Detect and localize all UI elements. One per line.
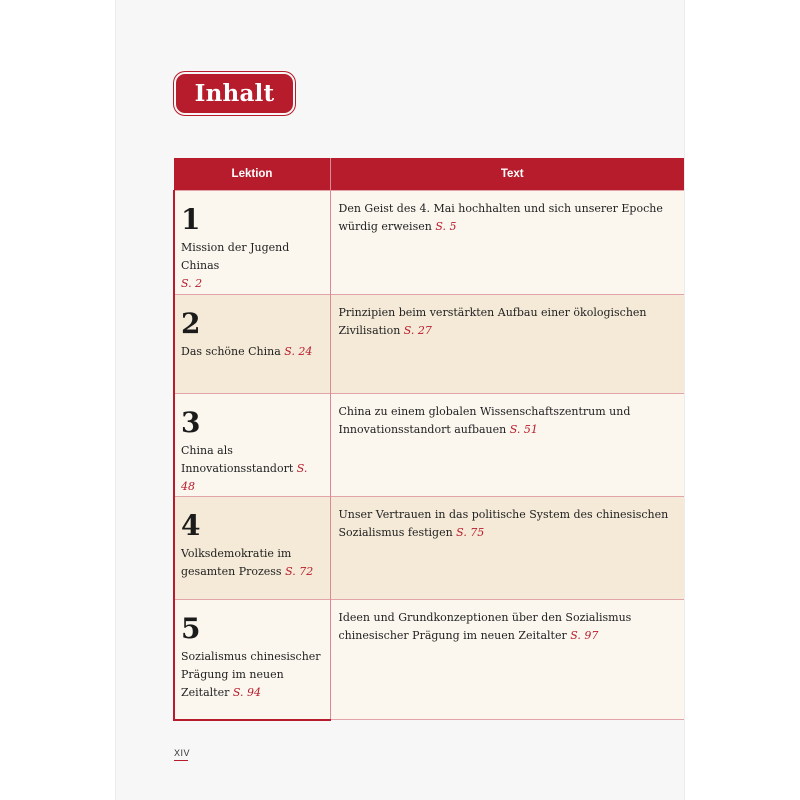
table-header-row	[174, 158, 684, 191]
text-cell	[330, 191, 684, 295]
table-row	[174, 394, 684, 497]
lesson-page: S. 24	[284, 345, 313, 358]
text-title: Unser Vertrauen in das politische System des chinesischen Sozialismus festigen	[338, 508, 669, 539]
text-page: S. 27	[403, 324, 432, 337]
lesson-title: Sozialismus chinesischer Prägung im neuen Zeitalter	[181, 650, 321, 699]
header-text: Text	[330, 158, 684, 191]
lesson-cell	[174, 295, 330, 394]
lesson-page: S. 94	[232, 686, 261, 699]
table-row	[174, 191, 684, 295]
lesson-cell	[174, 191, 330, 295]
lesson-title: Das schöne China	[181, 345, 281, 358]
lesson-page: S. 2	[181, 277, 203, 290]
lesson-page: S. 48	[181, 462, 308, 493]
lesson-title: Volksdemokratie im gesamten Prozess	[181, 547, 292, 578]
page-number: XIV	[174, 748, 191, 758]
lesson-number: 3	[181, 406, 201, 439]
book-page	[116, 0, 684, 800]
table-row	[174, 497, 684, 600]
lesson-title: Mission der Jugend Chinas	[181, 241, 290, 272]
lesson-number: 1	[181, 203, 201, 236]
text-title: Prinzipien beim verstärkten Aufbau einer ökologischen Zivilisation	[338, 306, 647, 337]
text-cell	[330, 295, 684, 394]
text-cell	[330, 394, 684, 497]
text-page: S. 5	[435, 220, 457, 233]
lesson-cell	[174, 497, 330, 600]
page-title: Inhalt	[176, 74, 293, 113]
text-title: Ideen und Grundkonzeptionen über den Sozialismus chinesischer Prägung im neuen Zeitalter	[338, 611, 632, 642]
table-row	[174, 295, 684, 394]
lesson-page: S. 72	[285, 565, 314, 578]
lesson-number: 5	[181, 612, 201, 645]
text-cell	[330, 600, 684, 720]
text-page: S. 97	[570, 629, 599, 642]
contents-table	[173, 158, 684, 721]
lesson-cell	[174, 394, 330, 497]
header-lesson: Lektion	[174, 158, 330, 191]
lesson-number: 4	[181, 509, 201, 542]
lesson-cell	[174, 600, 330, 720]
table-row	[174, 600, 684, 720]
text-title: Den Geist des 4. Mai hochhalten und sich unserer Epoche würdig erweisen	[338, 202, 663, 233]
text-cell	[330, 497, 684, 600]
lesson-number: 2	[181, 307, 201, 340]
text-title: China zu einem globalen Wissenschaftszentrum und Innovationsstandort aufbauen	[338, 405, 631, 436]
text-page: S. 75	[456, 526, 485, 539]
lesson-title: China als Innovationsstandort	[181, 444, 294, 475]
page-number-underline	[174, 760, 188, 761]
text-page: S. 51	[509, 423, 538, 436]
